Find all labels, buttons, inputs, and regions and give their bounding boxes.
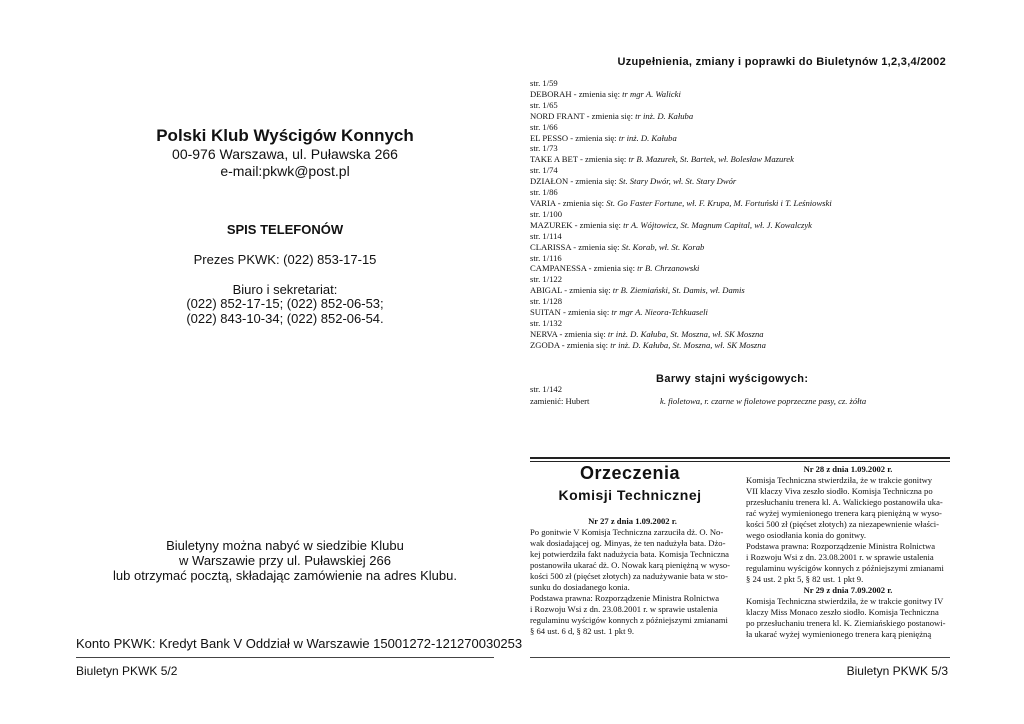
correction-page-ref: str. 1/114 xyxy=(530,230,562,241)
ruling-text-line: regulaminu wyścigów konnych z późniejszymi zmianami xyxy=(530,615,728,625)
correction-page-ref: str. 1/100 xyxy=(530,208,562,219)
ruling-text-line: postanowiła ukarać dż. O. Nowak karą pieniężną w wyso- xyxy=(530,560,730,570)
corrections-list xyxy=(530,78,950,351)
correction-line xyxy=(530,307,950,318)
ruling-column-left xyxy=(530,516,735,637)
ruling-text-line: i Rozwoju Wsi z dn. 23.08.2001 r. w sprawie ustalenia xyxy=(530,604,718,614)
correction-line xyxy=(530,220,950,231)
ruling-text-line: Po gonitwie V Komisja Techniczna zarzuciła dż. O. No- xyxy=(530,527,724,537)
correction-line xyxy=(530,329,950,340)
ruling-text-line: § 24 ust. 2 pkt 5, § 82 ust. 1 pkt 9. xyxy=(746,574,864,584)
phones-heading: SPIS TELEFONÓW xyxy=(226,222,344,237)
correction-item xyxy=(530,122,950,144)
club-name: Polski Klub Wyścigów Konnych xyxy=(156,126,414,145)
ruling-heading: Nr 28 z dnia 1.09.2002 r. xyxy=(803,464,893,474)
rulings-subtitle: Komisji Technicznej xyxy=(558,487,702,503)
correction-page-ref: str. 1/116 xyxy=(530,252,562,263)
office-phones-line: (022) 843-10-34; (022) 852-06-54. xyxy=(186,311,384,326)
correction-line xyxy=(530,154,950,165)
correction-item xyxy=(530,100,950,122)
corrections-title: Uzupełnienia, zmiany i poprawki do Biuletynów 1,2,3,4/2002 xyxy=(617,56,946,68)
page-footer-left: Biuletyn PKWK 5/2 xyxy=(76,664,178,678)
correction-detail: tr B. Ziemiański, St. Damis, wł. Damis xyxy=(612,285,745,296)
ruling-text-line: wak dosiadającej og. Minyas, że ten nadużyła bata. Dżo- xyxy=(530,538,726,548)
correction-line xyxy=(530,133,950,144)
correction-detail: St. Go Faster Fortune, wł. F. Krupa, M. Fortuński i T. Leśniowski xyxy=(606,197,832,208)
correction-detail: tr inż. D. Kałuba xyxy=(618,132,677,143)
ruling-text-line: przesłuchaniu trenera kl. A. Walickiego postanowiła uka- xyxy=(746,497,943,507)
correction-line xyxy=(530,285,950,296)
correction-item xyxy=(530,231,950,253)
correction-line xyxy=(530,111,950,122)
ruling-text-line: VII klaczy Viva zeszło siodło. Komisja Techniczna po xyxy=(746,486,933,496)
correction-horse: DEBORAH - zmienia się: xyxy=(530,88,623,99)
correction-horse: CLARISSA - zmienia się: xyxy=(530,241,622,252)
ruling-body xyxy=(530,527,735,637)
correction-line xyxy=(530,242,950,253)
office-label: Biuro i sekretariat: xyxy=(232,282,338,297)
ruling-text-line: i Rozwoju Wsi z dn. 23.08.2001 r. w sprawie ustalenia xyxy=(746,552,934,562)
correction-page-ref: str. 1/128 xyxy=(530,296,562,307)
correction-detail: tr inż. D. Kałuba, St. Moszna, wł. SK Moszna xyxy=(610,339,766,350)
club-email: e-mail:pkwk@post.pl xyxy=(220,163,350,179)
correction-horse: CAMPANESSA - zmienia się: xyxy=(530,263,638,274)
colors-page-ref: str. 1/142 xyxy=(530,384,562,394)
correction-horse: VARIA - zmienia się: xyxy=(530,197,607,208)
correction-page-ref: str. 1/59 xyxy=(530,78,558,88)
ruling-text-line: Komisja Techniczna stwierdziła, że w trakcie gonitwy IV xyxy=(746,596,944,606)
correction-detail: tr A. Wójtowicz, St. Magnum Capital, wł. J. Kowalczyk xyxy=(623,219,812,230)
ruling-text-line: Podstawa prawna: Rozporządzenie Ministra Rolnictwa xyxy=(746,541,936,551)
ruling-body xyxy=(746,596,950,640)
office-phones-line: (022) 852-17-15; (022) 852-06-53; xyxy=(186,296,384,311)
correction-item xyxy=(530,143,950,165)
correction-detail: tr inż. D. Kałuba, St. Moszna, wł. SK Moszna xyxy=(607,328,764,339)
correction-item xyxy=(530,187,950,209)
correction-line xyxy=(530,198,950,209)
ruling-text-line: Komisja Techniczna stwierdziła, że w trakcie gonitwy xyxy=(746,475,933,485)
correction-line xyxy=(530,176,950,187)
correction-page-ref: str. 1/132 xyxy=(530,317,562,328)
correction-horse: DZIAŁON - zmienia się: xyxy=(530,176,619,187)
correction-horse: SUITAN - zmienia się: xyxy=(530,307,612,318)
purchase-info-line: Biuletyny można nabyć w siedzibie Klubu xyxy=(166,538,404,553)
correction-page-ref: str. 1/73 xyxy=(530,143,558,154)
ruling-heading: Nr 29 z dnia 7.09.2002 r. xyxy=(803,585,893,595)
correction-item xyxy=(530,340,950,351)
ruling-text-line: kej potwierdziła fakt nadużycia bata. Komisja Techniczna xyxy=(530,549,729,559)
correction-item xyxy=(530,78,950,100)
correction-page-ref: str. 1/74 xyxy=(530,165,558,176)
colors-description: k. fioletowa, r. czarne w fioletowe poprzeczne pasy, cz. żółta xyxy=(660,396,867,406)
purchase-info-line: lub otrzymać pocztą, składając zamówienie na adres Klubu. xyxy=(113,568,457,583)
ruling-heading: Nr 27 z dnia 1.09.2002 r. xyxy=(588,516,677,526)
correction-detail: tr inż. D. Kałuba xyxy=(635,110,694,121)
prezes-phone: Prezes PKWK: (022) 853-17-15 xyxy=(193,252,377,267)
correction-detail: tr mgr A. Nieora-Tchkuaseli xyxy=(611,307,708,318)
section-divider xyxy=(530,461,950,462)
footer-divider xyxy=(530,657,950,658)
colors-heading: Barwy stajni wyścigowych: xyxy=(656,373,809,385)
correction-horse: ABIGAL - zmienia się: xyxy=(530,285,613,296)
correction-item xyxy=(530,165,950,187)
correction-line xyxy=(530,263,950,274)
ruling-text-line: po przesłuchaniu trenera kl. K. Ziemiańskiego postanowi- xyxy=(746,618,946,628)
bank-account: Konto PKWK: Kredyt Bank V Oddział w Warszawie 15001272-121270030253 xyxy=(76,636,523,651)
ruling-text-line: wego osiodłania konia do gonitwy. xyxy=(746,530,866,540)
correction-horse: EL PESSO - zmienia się: xyxy=(530,132,619,143)
correction-item xyxy=(530,296,950,318)
correction-line xyxy=(530,340,950,351)
ruling-text-line: klaczy Miss Monaco zeszło siodło. Komisja Techniczna xyxy=(746,607,939,617)
ruling-text-line: rać wyżej wymienionego trenera karą pieniężną w wyso- xyxy=(746,508,942,518)
correction-line xyxy=(530,89,950,100)
correction-item xyxy=(530,274,950,296)
correction-item xyxy=(530,253,950,275)
rulings-title: Orzeczenia xyxy=(579,463,681,483)
correction-horse: ZGODA - zmienia się: xyxy=(530,339,611,350)
correction-page-ref: str. 1/86 xyxy=(530,187,558,198)
section-divider xyxy=(530,457,950,459)
correction-horse: MAZUREK - zmienia się: xyxy=(530,219,624,230)
ruling-text-line: kości 500 zł (pięćset złotych) za niezapewnienie właści- xyxy=(746,519,940,529)
purchase-info-line: w Warszawie przy ul. Puławskiej 266 xyxy=(179,553,391,568)
correction-page-ref: str. 1/66 xyxy=(530,121,558,132)
ruling-text-line: kości 500 zł (pięćset złotych) za nadużywanie bata w sto- xyxy=(530,571,728,581)
correction-item xyxy=(530,209,950,231)
correction-item xyxy=(530,318,950,340)
correction-horse: TAKE A BET - zmienia się: xyxy=(530,154,629,165)
correction-page-ref: str. 1/65 xyxy=(530,99,558,110)
ruling-body xyxy=(746,475,950,585)
page-footer-right: Biuletyn PKWK 5/3 xyxy=(846,664,948,678)
ruling-text-line: ła ukarać wyżej wymienionego trenera karą pieniężną xyxy=(746,629,932,639)
ruling-text-line: regulaminu wyścigów konnych z późniejszymi zmianami xyxy=(746,563,944,573)
correction-detail: St. Korab, wł. St. Korab xyxy=(621,241,705,252)
colors-stable-name: zamienić: Hubert xyxy=(530,396,590,406)
ruling-text-line: sunku do dosiadanego konia. xyxy=(530,582,630,592)
ruling-text-line: § 64 ust. 6 d, § 82 ust. 1 pkt 9. xyxy=(530,626,635,636)
correction-page-ref: str. 1/122 xyxy=(530,274,562,285)
correction-detail: St. Stary Dwór, wł. St. Stary Dwór xyxy=(618,176,737,187)
correction-detail: tr B. Mazurek, St. Bartek, wł. Bolesław Mazurek xyxy=(628,154,794,165)
club-address: 00-976 Warszawa, ul. Puławska 266 xyxy=(172,146,398,162)
footer-divider xyxy=(76,657,494,658)
ruling-text-line: Podstawa prawna: Rozporządzenie Ministra Rolnictwa xyxy=(530,593,720,603)
correction-horse: NORD FRANT - zmienia się: xyxy=(530,110,636,121)
correction-horse: NERVA - zmienia się: xyxy=(530,328,608,339)
correction-detail: tr mgr A. Walicki xyxy=(622,88,681,99)
correction-detail: tr B. Chrzanowski xyxy=(637,263,700,274)
ruling-column-right xyxy=(746,464,950,640)
